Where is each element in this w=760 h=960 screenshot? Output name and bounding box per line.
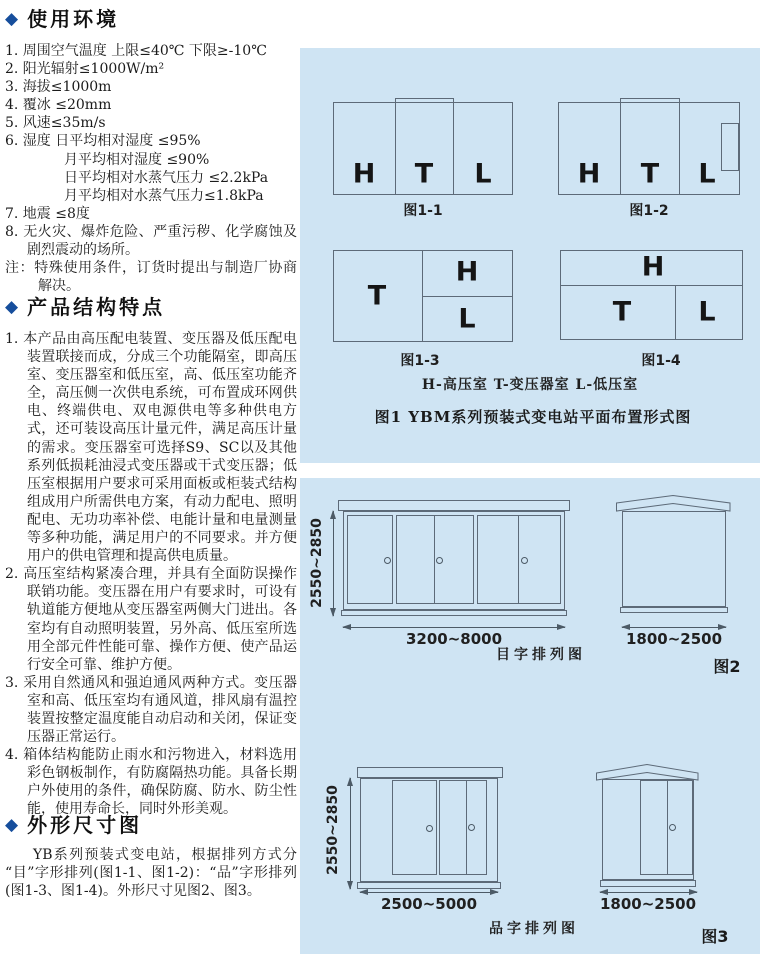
figure2-3-panel — [300, 478, 760, 954]
heading-text-usage-environment: 使用环境 — [27, 7, 120, 31]
fig2-front-width-dimension-label: 3200~8000 — [405, 630, 503, 648]
fig1-4-vertical-divider — [675, 285, 676, 340]
feature-paragraph: 1. 本产品由高压配电装置、变压器及低压配电装置联接而成，分成三个功能隔室，即高压室、变压器室和低压室，高、低压室功能齐全，高压侧一次供电系统，可布置成环网供电、终端供电、双电源供电等多种供电方式，还可装设高压计量元件，满足高压计量的需求。变压器室可选择S9、SC以及其他系列低损耗油浸式变压器或干式变压器；低压室根据用户要求可采用面板或柜装式结构组成用户所需供电方案，有动力配电、照明配电、无功功率补偿、电能计量和电量测量等多种功能，满足用户的不同要求。并方便用户的供电管理和提高供电质量。 — [5, 331, 297, 565]
diamond-bullet-icon: ◆ — [5, 9, 19, 29]
fig2-door-split-line — [434, 515, 435, 604]
heading-outline-dimensions — [5, 812, 297, 838]
fig2-front-roof — [338, 500, 570, 511]
env-item: 7. 地震 ≤8度 — [5, 205, 90, 222]
fig3-side-width-dimension-label: 1800~2500 — [599, 895, 697, 913]
outline-paragraph: YB系列预装式变电站，根据排列方式分“目”字形排列(图1-1、图1-2)：“品”字形排列(图1-3、图1-4)。外形尺寸见图2、图3。 — [5, 847, 297, 900]
diamond-bullet-icon: ◆ — [5, 297, 19, 317]
fig3-door-panel — [439, 780, 487, 875]
section-outline-dimensions — [5, 812, 297, 900]
fig3-label: 图3 — [701, 927, 729, 946]
fig2-side-base — [620, 607, 728, 613]
feature-paragraph: 3. 采用自然通风和强迫通风两种方式。变压器室和高、低压室均有通风道，排风扇有温控装置按整定温度能自动启动和关闭，保证变压器正常运行。 — [5, 674, 297, 746]
fig3-side-width-dimension-arrow — [600, 892, 697, 893]
env-item: 3. 海拔≤1000m — [5, 79, 112, 96]
section-usage-environment — [5, 6, 297, 295]
fig2-label: 图2 — [713, 657, 741, 676]
door-handle-icon — [521, 557, 528, 564]
fig2-front-width-dimension-arrow — [343, 627, 565, 628]
fig1-3-caption: 图1-3 — [400, 353, 440, 369]
fig1-1-label-h: H — [352, 158, 376, 190]
feature-paragraph: 4. 箱体结构能防止雨水和污物进入，材料选用彩色钢板制作，有防腐隔热功能。具备长期户外使用的条件，确保防腐、防水、防尘性能，使用寿命长，同时外形美观。 — [5, 747, 297, 818]
feature-paragraph: 2. 高压室结构紧凑合理，并具有全面防误操作联销功能。变压器在用户有要求时，可设有轨道能方便地从变压器室两侧大门进出。各室均有自动照明装置，另外高、低压室所选用全部元件性能可靠、操作方便、使产品运行安全可靠、维护方便。 — [5, 566, 297, 673]
env-item: 8. 无火灾、爆炸危险、严重污秽、化学腐蚀及剧烈震动的场所。 — [5, 223, 297, 259]
heading-text-product-features: 产品结构特点 — [27, 295, 166, 319]
fig3-front-base — [357, 882, 501, 889]
env-subitem: 日平均相对水蒸气压力 ≤2.2kPa — [64, 169, 269, 186]
fig1-2-caption: 图1-2 — [629, 203, 669, 219]
fig1-2-label-h: H — [577, 158, 601, 190]
fig1-3-label-t: T — [367, 280, 387, 312]
fig1-1-label-t: T — [414, 158, 434, 190]
door-handle-icon — [468, 824, 475, 831]
fig2-side-cabinet-body — [622, 511, 726, 607]
fig1-3-label-h: H — [455, 256, 479, 288]
fig2-side-roof — [616, 495, 731, 512]
env-item: 4. 覆冰 ≤20mm — [5, 97, 112, 114]
fig2-height-dimension-label: 2550~2850 — [309, 518, 325, 608]
fig1-4-label-t: T — [612, 296, 632, 328]
fig1-2-label-l: L — [698, 158, 716, 190]
heading-text-outline-dimensions: 外形尺寸图 — [27, 813, 143, 837]
door-handle-icon — [436, 557, 443, 564]
env-item: 6. 湿度 日平均相对湿度 ≤95% — [5, 133, 201, 150]
fig2-door-panel — [477, 515, 561, 604]
diamond-bullet-icon: ◆ — [5, 815, 19, 835]
fig2-caption: 目字排列图 — [496, 647, 586, 663]
env-item: 2. 阳光辐射≤1000W/m² — [5, 61, 165, 78]
fig2-side-width-dimension-label: 1800~2500 — [625, 630, 723, 648]
figure1-panel — [300, 48, 760, 463]
fig1-4-label-l: L — [698, 296, 716, 328]
heading-product-features — [5, 294, 297, 320]
heading-usage-environment — [5, 6, 297, 32]
fig1-4-label-h: H — [641, 251, 665, 283]
fig2-door-panel — [396, 515, 474, 604]
fig3-front-width-dimension-label: 2500~5000 — [380, 895, 478, 913]
fig2-side-width-dimension-arrow — [622, 627, 726, 628]
door-handle-icon — [426, 825, 433, 832]
fig2-height-dimension-arrow — [333, 511, 334, 616]
door-handle-icon — [384, 557, 391, 564]
fig1-1-caption: 图1-1 — [403, 203, 443, 219]
env-item: 1. 周围空气温度 上限≤40℃ 下限≥-10℃ — [5, 43, 267, 59]
fig3-height-dimension-arrow — [350, 778, 351, 889]
fig3-caption: 品字排列图 — [489, 921, 579, 937]
fig1-1-label-l: L — [474, 158, 492, 190]
product-features-list — [5, 330, 297, 819]
fig1-3-horizontal-divider — [422, 296, 513, 297]
fig1-4-horizontal-divider — [560, 285, 743, 286]
env-item: 5. 风速≤35m/s — [5, 115, 106, 132]
fig1-2-small-compartment — [721, 123, 739, 171]
outline-dimensions-body — [5, 846, 297, 900]
fig3-side-door-split-line — [667, 780, 668, 875]
fig3-front-width-dimension-arrow — [360, 892, 498, 893]
fig1-4-caption: 图1-4 — [641, 353, 681, 369]
door-handle-icon — [669, 824, 676, 831]
usage-environment-list — [5, 42, 297, 295]
fig1-2-label-t: T — [640, 158, 660, 190]
fig1-title: 图1 YBM系列预装式变电站平面布置形式图 — [374, 408, 692, 426]
fig2-door-split-line — [518, 515, 519, 604]
fig3-front-roof — [357, 767, 503, 778]
fig3-height-dimension-label: 2550~2850 — [325, 785, 341, 875]
fig3-door-split-line — [466, 780, 467, 875]
fig2-front-base — [341, 610, 567, 616]
fig1-3-label-l: L — [458, 303, 476, 335]
env-subitem: 月平均相对水蒸气压力≤1.8kPa — [64, 187, 264, 204]
env-note: 注：特殊使用条件，订货时提出与制造厂协商解决。 — [5, 260, 297, 295]
fig1-legend: H-高压室 T-变压器室 L-低压室 — [421, 377, 639, 393]
env-subitem: 月平均相对湿度 ≤90% — [64, 151, 210, 168]
fig3-side-base — [600, 880, 696, 887]
section-product-features — [5, 294, 297, 819]
